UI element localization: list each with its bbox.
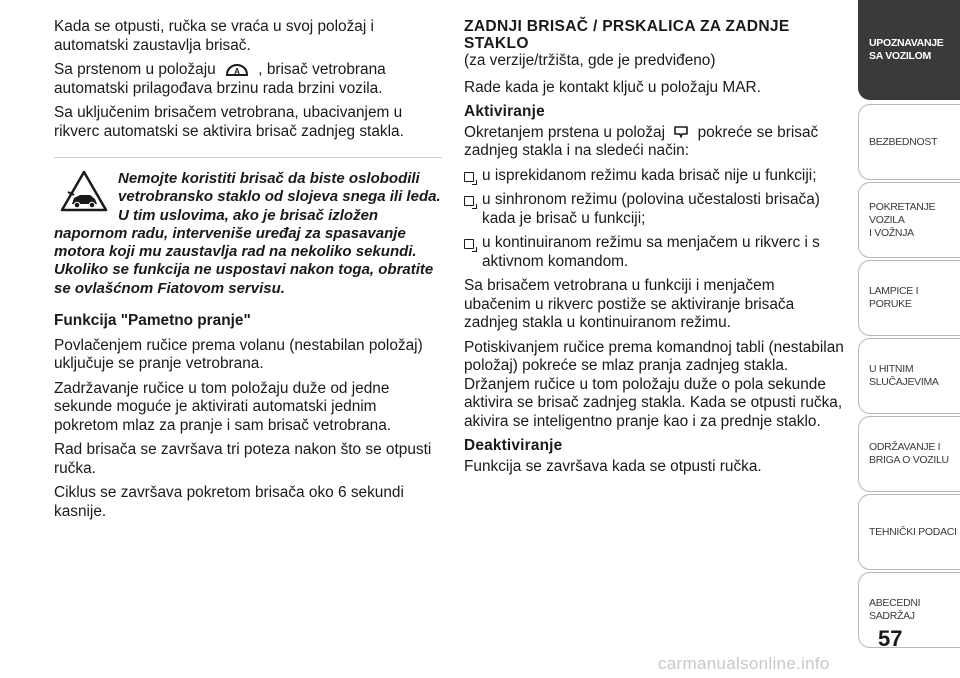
- tab-odrzavanje[interactable]: [858, 416, 960, 492]
- heading-subtitle: (za verzije/tržišta, gde je predviđeno): [464, 52, 716, 69]
- paragraph-auto-speed-after: , brisač vetrobrana automatski prilagođava brzinu rada brzini vozila.: [54, 61, 386, 97]
- tab-label: BEZBEDNOST: [869, 135, 938, 148]
- checkbox-bullet-icon: [464, 172, 474, 182]
- checkbox-bullet-icon: [464, 239, 474, 249]
- tab-upoznavanje[interactable]: [858, 0, 960, 100]
- paragraph-release-lever: Kada se otpusti, ručka se vraća u svoj položaj i automatski zaustavlja brisač.: [54, 18, 374, 54]
- tab-label: POKRETANJE VOZILA I VOŽNJA: [869, 200, 936, 239]
- chapter-tabs: [858, 0, 960, 678]
- paragraph-push-lever: Potiskivanjem ručice prema komandnoj tabli (nestabilan položaj) pokreće se mlaz pranja zadnjeg stakla. Držanjem ručice u tom položaju duže o pola sekunde aktivira se brisač zadnjeg stakla. Kada se otpusti ručka, akivira se inteligentno pranje kao i za prednje staklo.: [464, 338, 844, 430]
- list-item-text: u sinhronom režimu (polovina učestalosti brisača) kada je brisač u funkciji;: [482, 191, 820, 227]
- tab-abecedni-sadrzaj[interactable]: [858, 572, 960, 648]
- paragraph-auto-speed: [54, 61, 442, 98]
- paragraph-deactivation: Funkcija se završava kada se otpusti ručka.: [464, 457, 762, 475]
- paragraph-cycle-end: Ciklus se završava pokretom brisača oko 6 sekundi kasnije.: [54, 484, 404, 520]
- paragraph-mar: Rade kada je kontakt ključ u položaju MAR.: [464, 78, 761, 96]
- tab-hitni-slucajevi[interactable]: [858, 338, 960, 414]
- paragraph-three-strokes: Rad brisača se završava tri poteza nakon što se otpusti ručka.: [54, 441, 432, 477]
- tab-label: U HITNIM SLUČAJEVIMA: [869, 363, 939, 388]
- tab-label: LAMPICE I PORUKE: [869, 285, 919, 310]
- section-heading-rear-wiper: ZADNJI BRISAČ / PRSKALICA ZA ZADNJE STAKLO: [464, 18, 790, 52]
- paragraph-ring-after: pokreće se brisač zadnjeg stakla i na sledeći način:: [464, 123, 819, 159]
- paragraph-washing-on: Povlačenjem ručice prema volanu (nestabilan položaj) uključuje se pranje vetrobrana.: [54, 336, 423, 373]
- left-column: [54, 18, 442, 527]
- paragraph-reverse-continuous: Sa brisačem vetrobrana u funkciji i menjačem ubačenim u rikverc postiže se aktiviranje brisača zadnjeg stakla u kontinuiranom režimu.: [464, 277, 795, 331]
- warning-box: [54, 157, 442, 298]
- tab-label: ODRŽAVANJE I BRIGA O VOZILU: [869, 441, 949, 466]
- list-item: [464, 167, 844, 186]
- right-column: [464, 18, 844, 482]
- section-title-smart-wash: Funkcija "Pametno pranje": [54, 312, 251, 330]
- tab-bezbednost[interactable]: [858, 104, 960, 180]
- watermark: carmanualsonline.info: [658, 654, 830, 673]
- list-item-text: u kontinuiranom režimu sa menjačem u rikverc i s aktivnom komandom.: [482, 234, 820, 270]
- tab-tehnicki-podaci[interactable]: [858, 494, 960, 570]
- subhead-deactivation: Deaktiviranje: [464, 437, 563, 454]
- list-item-text: u isprekidanom režimu kada brisač nije u funkciji;: [482, 166, 817, 184]
- auto-wiper-symbol-icon: [224, 63, 250, 77]
- tab-label: ABECEDNI SADRŽAJ: [869, 597, 921, 622]
- paragraph-hold-lever: Zadržavanje ručice u tom položaju duže od jedne sekunde moguće je aktivirati automatski jednim pokretom mlaz za pranje i sam brisač vetrobrana.: [54, 379, 392, 434]
- paragraph-ring-before: Okretanjem prstena u položaj: [464, 123, 666, 141]
- svg-text:A: A: [234, 66, 240, 76]
- mode-list: [464, 167, 844, 272]
- rear-wiper-symbol-icon: [673, 124, 689, 140]
- paragraph-auto-speed-before: Sa prstenom u položaju: [54, 61, 216, 78]
- car-warning-triangle-icon: [60, 170, 108, 212]
- page-number: 57: [878, 626, 903, 651]
- paragraph-ring-position: [464, 124, 844, 161]
- list-item: [464, 191, 844, 228]
- paragraph-reverse-activation: Sa uključenim brisačem vetrobrana, ubacivanjem u rikverc automatski se aktivira brisač zadnjeg stakla.: [54, 104, 404, 140]
- tab-label: UPOZNAVANJE SA VOZILOM: [869, 37, 944, 62]
- tab-label: TEHNIČKI PODACI: [869, 525, 957, 538]
- list-item: [464, 234, 844, 271]
- tab-lampice[interactable]: [858, 260, 960, 336]
- tab-pokretanje[interactable]: [858, 182, 960, 258]
- warning-text: Nemojte koristiti brisač da biste oslobodili vetrobransko staklo od slojeva snega ili leda. U tim uslovima, ako je brisač izložen napornom radu, interveniše uređaj za spasavanje motora koji mu zaustavlja rad na nekoliko sekundi. Ukoliko se funkcija ne uspostavi nakon toga, obratite se ovlašćnom Fiatovom servisu.: [54, 170, 441, 297]
- subhead-activation: Aktiviranje: [464, 103, 545, 120]
- checkbox-bullet-icon: [464, 196, 474, 206]
